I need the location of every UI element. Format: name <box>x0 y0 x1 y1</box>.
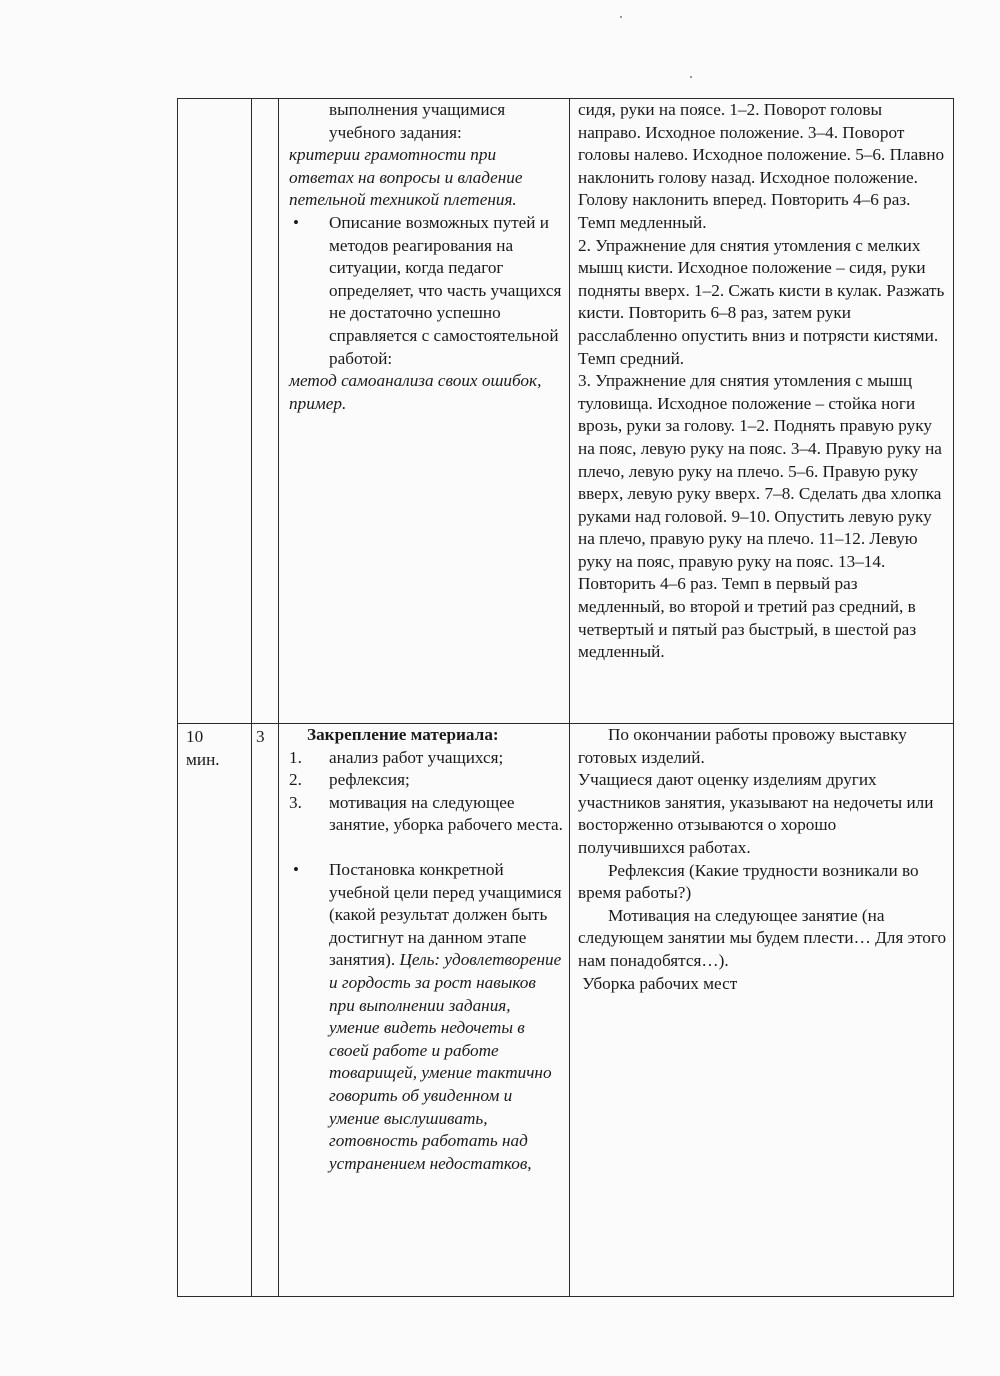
criteria-text: критерии грамотности при ответах на вопросы и владение петельной техникой плетения. <box>289 145 523 210</box>
activity-paragraph: Уборка рабочих мест <box>578 973 738 993</box>
activity-paragraph: 3. Упражнение для снятия утомления с мышц туловища. Исходное положение – стойка ноги врозь, руки за голову. 1–2. Поднять правую руку на пояс, левую руку на пояс. 3–4. Правую руку на плечо, левую руку на плечо. 5–6. Правую руку вверх, левую руку вверх. 7–8. Сделать два хлопка руками над головой. 9–10. Опустить левую руку на плечо, правую руку на плечо. 11–12. Левую руку на пояс, правую руку на пояс. 13–14. Повторить 4–6 раз. Темп в первый раз медленный, во второй и третий раз средний, в четвертый и пятый раз быстрый, в шестой раз медленный. <box>578 371 942 662</box>
activity-cell <box>570 724 954 1297</box>
scan-speck <box>620 16 622 18</box>
activity-paragraph: 2. Упражнение для снятия утомления с мелких мышц кисти. Исходное положение – сидя, руки подняты вверх. 1–2. Сжать кисти в кулак. Разжать кисти. Повторить 6–8 раз, затем руки расслабленно опустить вниз и потрясти кистями. Темп средний. <box>578 235 945 368</box>
content-cell <box>279 99 570 724</box>
list-item <box>289 859 563 1175</box>
list-marker: 3. <box>289 792 302 812</box>
goal-italic-text: Цель: удовлетворение и гордость за рост навыков при выполнении задания, умение видеть недочеты в своей работе и работе товарищей, умение тактично говорить об увиденном и умение выслушивать, готовность работать над устранением недостатков, <box>329 950 562 1173</box>
list-marker: 1. <box>289 747 302 767</box>
activity-paragraph: Мотивация на следующее занятие (на следующем занятии мы будем плести… Для этого нам понадобятся…). <box>578 905 947 970</box>
content-lead <box>289 99 563 144</box>
list-item-text: рефлексия; <box>329 770 410 790</box>
list-item <box>289 747 563 770</box>
bullet-list <box>289 212 563 370</box>
activity-cell <box>570 99 954 724</box>
activity-paragraph: сидя, руки на поясе. 1–2. Поворот головы направо. Исходное положение. 3–4. Поворот головы налево. Исходное положение. 5–6. Плавно наклонить голову назад. Исходное положение. Голову наклонить вперед. Повторить 4–6 раз. Темп медленный. <box>578 100 945 232</box>
number-cell <box>252 99 279 724</box>
content-cell <box>279 724 570 1297</box>
lesson-plan-table <box>177 98 954 1297</box>
time-cell <box>178 724 252 1297</box>
time-value: 10 мин. <box>186 727 220 769</box>
table-row <box>178 724 954 1297</box>
list-item <box>289 792 563 837</box>
activity-paragraph: По окончании работы провожу выставку готовых изделий. <box>578 725 907 767</box>
list-item-text: мотивация на следующее занятие, уборка рабочего места. <box>329 792 563 835</box>
scan-speck <box>690 76 692 78</box>
list-item: • Описание возможных путей и методов реагирования на ситуации, когда педагог определяет, что часть учащихся не достаточно успешно справляется с самостоятельной работой: <box>289 212 563 370</box>
activity-paragraph: Учащиеся дают оценку изделиям других участников занятия, указывают на недочеты или восторженно отзываются о хорошо получившихся работах. <box>578 770 934 857</box>
lead-line: учебного задания: <box>329 122 462 142</box>
list-marker: 2. <box>289 770 302 790</box>
activity-paragraph: Рефлексия (Какие трудности возникали во время работы?) <box>578 860 919 903</box>
list-item-text: анализ работ учащихся; <box>329 747 504 767</box>
section-heading: Закрепление материала: <box>307 725 499 744</box>
number-cell: 3 <box>252 724 279 1297</box>
lead-line: выполнения учащимися <box>329 100 506 119</box>
numbered-list <box>289 747 563 837</box>
method-text: метод самоанализа своих ошибок, пример. <box>289 371 542 413</box>
bullet-list <box>289 859 563 1175</box>
table-row <box>178 99 954 724</box>
goal-plain-text: Постановка конкретной учебной цели перед учащимися (какой результат должен быть достигнут на данном этапе занятия). <box>329 859 562 970</box>
list-item <box>289 769 563 792</box>
time-cell <box>178 99 252 724</box>
